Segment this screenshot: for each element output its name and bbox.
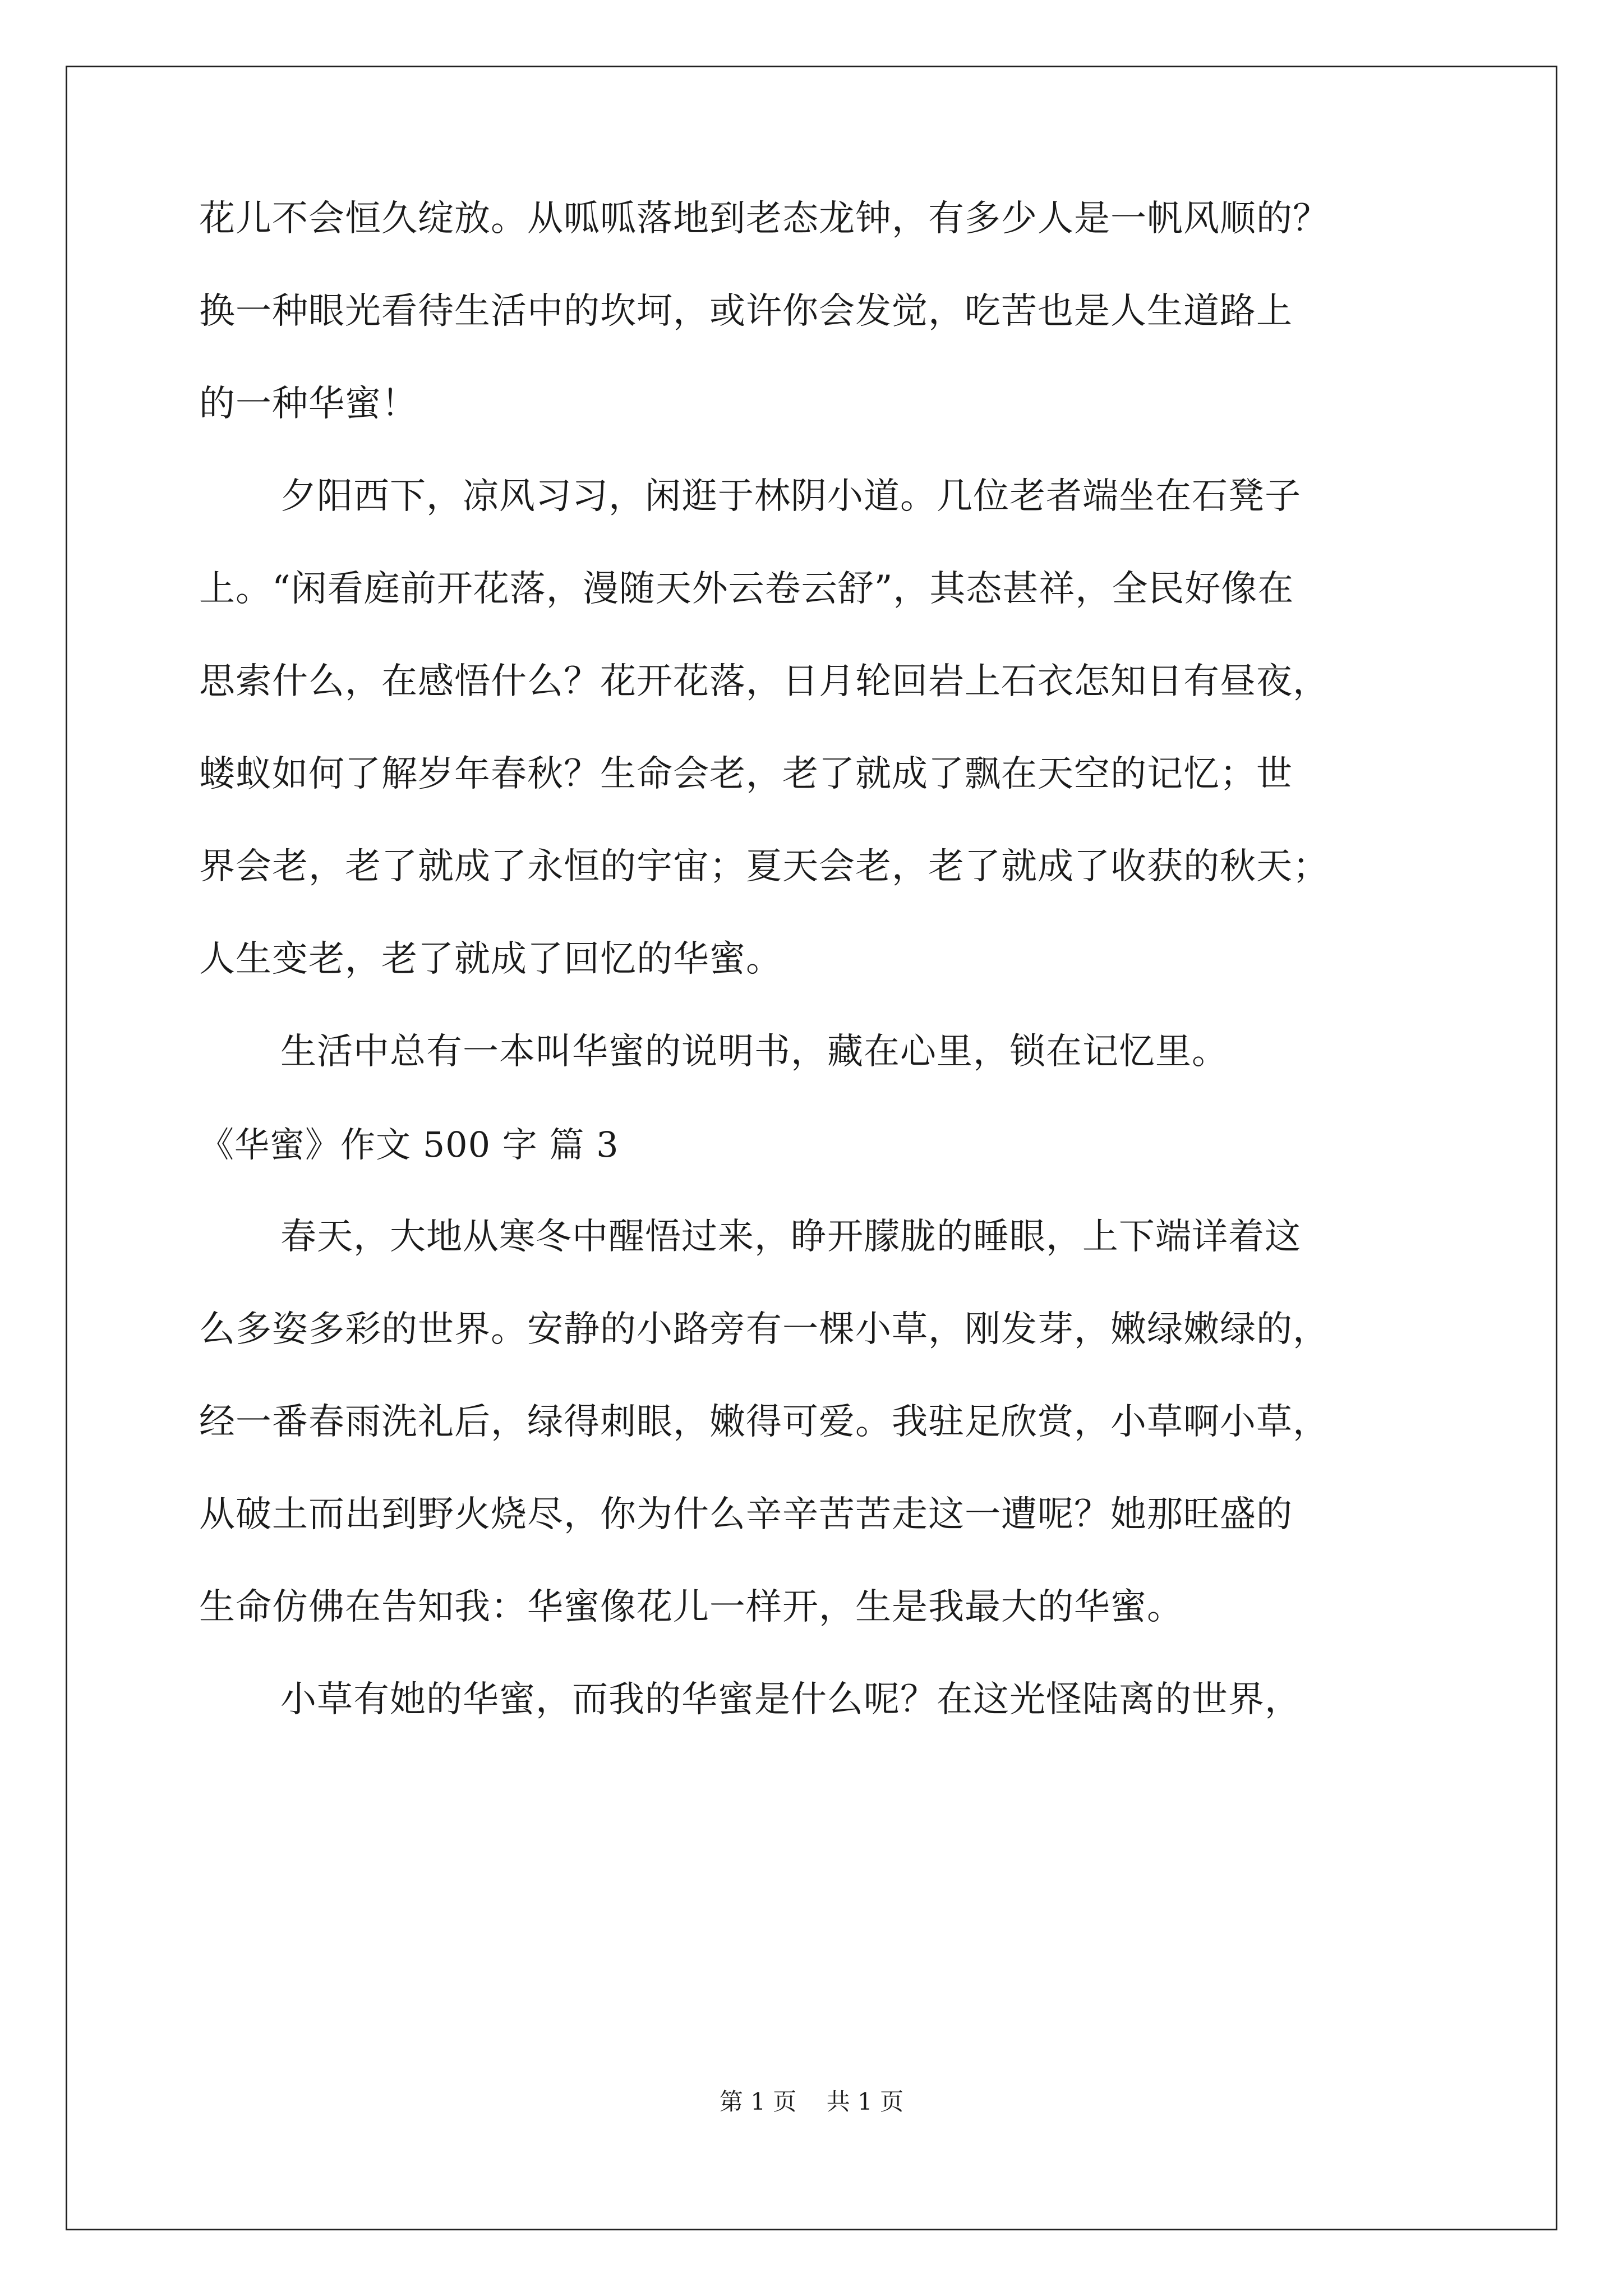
text-line-12: 春天，大地从寒冬中醒悟过来，睁开朦胧的睡眼，上下端详着这 xyxy=(280,1216,1301,1258)
text-line-15: 从破土而出到野火烧尽，你为什么辛辛苦苦走这一遭呢？她那旺盛的 xyxy=(199,1494,1293,1535)
text-line-5: 上。“闲看庭前开花落，漫随天外云卷云舒”，其态甚祥，全民好像在 xyxy=(199,568,1294,610)
text-line-17: 小草有她的华蜜，而我的华蜜是什么呢？在这光怪陆离的世界， xyxy=(280,1679,1301,1720)
document-body xyxy=(199,200,1433,1773)
page-number-footer: 第 1 页 共 1 页 xyxy=(719,2088,904,2115)
text-line-10: 生活中总有一本叫华蜜的说明书，藏在心里，锁在记忆里。 xyxy=(280,1031,1228,1073)
text-line-13: 么多姿多彩的世界。安静的小路旁有一棵小草，刚发芽，嫩绿嫩绿的， xyxy=(199,1309,1329,1350)
text-line-9: 人生变老，老了就成了回忆的华蜜。 xyxy=(199,938,782,980)
text-line-8: 界会老，老了就成了永恒的宇宙；夏天会老，老了就成了收获的秋天； xyxy=(199,846,1329,887)
text-line-1: 花儿不会恒久绽放。从呱呱落地到老态龙钟，有多少人是一帆风顺的？ xyxy=(199,198,1329,240)
text-line-4: 夕阳西下，凉风习习，闲逛于林阴小道。几位老者端坐在石凳子 xyxy=(280,476,1301,517)
text-line-6: 思索什么，在感悟什么？花开花落，日月轮回岩上石衣怎知日有昼夜， xyxy=(199,661,1329,702)
text-line-16: 生命仿佛在告知我：华蜜像花儿一样开，生是我最大的华蜜。 xyxy=(199,1586,1183,1628)
text-line-14: 经一番春雨洗礼后，绿得刺眼，嫩得可爱。我驻足欣赏，小草啊小草， xyxy=(199,1401,1329,1443)
section-heading: 《华蜜》作文 500 字 篇 3 xyxy=(199,1124,619,1165)
text-line-3: 的一种华蜜！ xyxy=(199,383,418,425)
text-line-2: 换一种眼光看待生活中的坎坷，或许你会发觉，吃苦也是人生道路上 xyxy=(199,291,1293,332)
text-line-7: 蝼蚁如何了解岁年春秋？生命会老，老了就成了飘在天空的记忆；世 xyxy=(199,753,1293,795)
